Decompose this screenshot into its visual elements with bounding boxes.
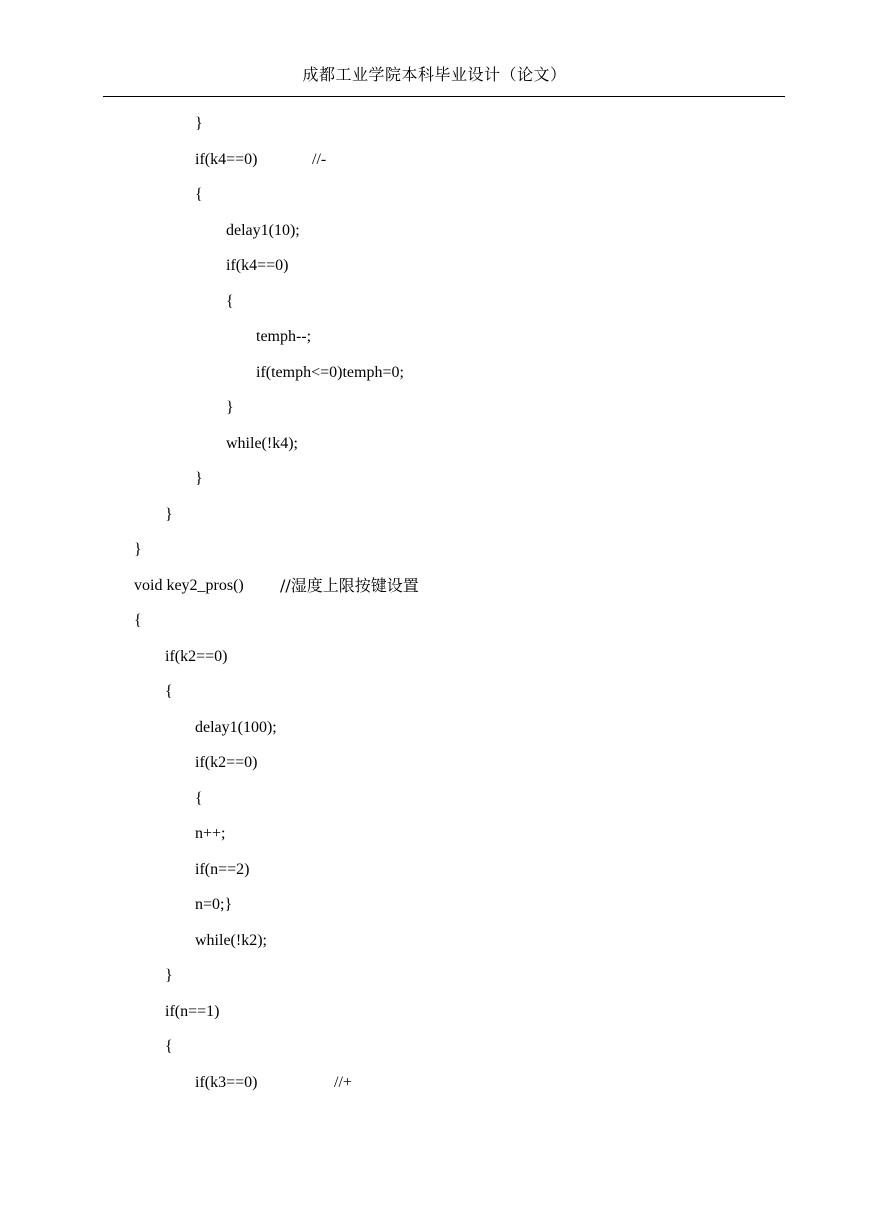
code-text: }	[165, 967, 173, 984]
code-line	[165, 678, 173, 706]
code-text: }	[195, 470, 203, 487]
code-text: void key2_pros()	[134, 577, 244, 594]
code-line	[165, 501, 173, 529]
code-line	[195, 820, 226, 848]
code-comment: //+	[334, 1074, 352, 1091]
code-text: n=0;}	[195, 896, 233, 913]
code-line	[165, 962, 173, 990]
code-line	[256, 323, 311, 351]
page-header-title: 成都工业学院本科毕业设计（论文）	[302, 65, 567, 84]
code-line	[226, 252, 288, 280]
header-divider	[103, 96, 785, 97]
code-comment: //-	[312, 151, 327, 168]
code-text: {	[134, 612, 142, 629]
code-text: if(k4==0)	[195, 151, 258, 168]
code-line	[226, 217, 300, 245]
code-text: {	[195, 186, 203, 203]
code-text: }	[165, 506, 173, 523]
code-text: delay1(100);	[195, 719, 277, 736]
code-line	[195, 1069, 495, 1097]
code-text: if(temph<=0)temph=0;	[256, 364, 404, 381]
code-text: if(k4==0)	[226, 257, 289, 274]
code-line	[226, 288, 234, 316]
code-line	[134, 607, 142, 635]
code-text: while(!k2);	[195, 932, 267, 949]
code-text: if(k2==0)	[165, 648, 228, 665]
code-text: if(k2==0)	[195, 754, 258, 771]
code-text: {	[195, 790, 203, 807]
code-line	[195, 785, 203, 813]
code-line	[165, 1033, 173, 1061]
code-text: if(n==1)	[165, 1003, 220, 1020]
code-line	[256, 359, 404, 387]
code-line	[195, 891, 232, 919]
code-line	[195, 856, 249, 884]
code-text: delay1(10);	[226, 222, 300, 239]
code-line	[165, 643, 227, 671]
code-text: temph--;	[256, 328, 312, 345]
code-text: }	[195, 115, 203, 132]
code-line	[195, 927, 267, 955]
code-text: {	[165, 683, 173, 700]
code-line	[226, 394, 234, 422]
code-text: }	[134, 541, 142, 558]
code-text: n++;	[195, 825, 226, 842]
code-line	[134, 536, 142, 564]
code-text: }	[226, 399, 234, 416]
code-line	[195, 465, 203, 493]
code-line	[195, 110, 203, 138]
code-text: {	[226, 293, 234, 310]
code-line	[195, 749, 257, 777]
code-text: while(!k4);	[226, 435, 298, 452]
code-line	[195, 146, 495, 174]
code-line	[165, 998, 219, 1026]
code-line	[195, 714, 277, 742]
code-line	[195, 181, 203, 209]
code-line	[134, 572, 534, 600]
code-line	[226, 430, 298, 458]
code-text: {	[165, 1038, 173, 1055]
code-comment: //湿度上限按键设置	[280, 576, 419, 595]
code-text: if(n==2)	[195, 861, 250, 878]
code-text: if(k3==0)	[195, 1074, 258, 1091]
